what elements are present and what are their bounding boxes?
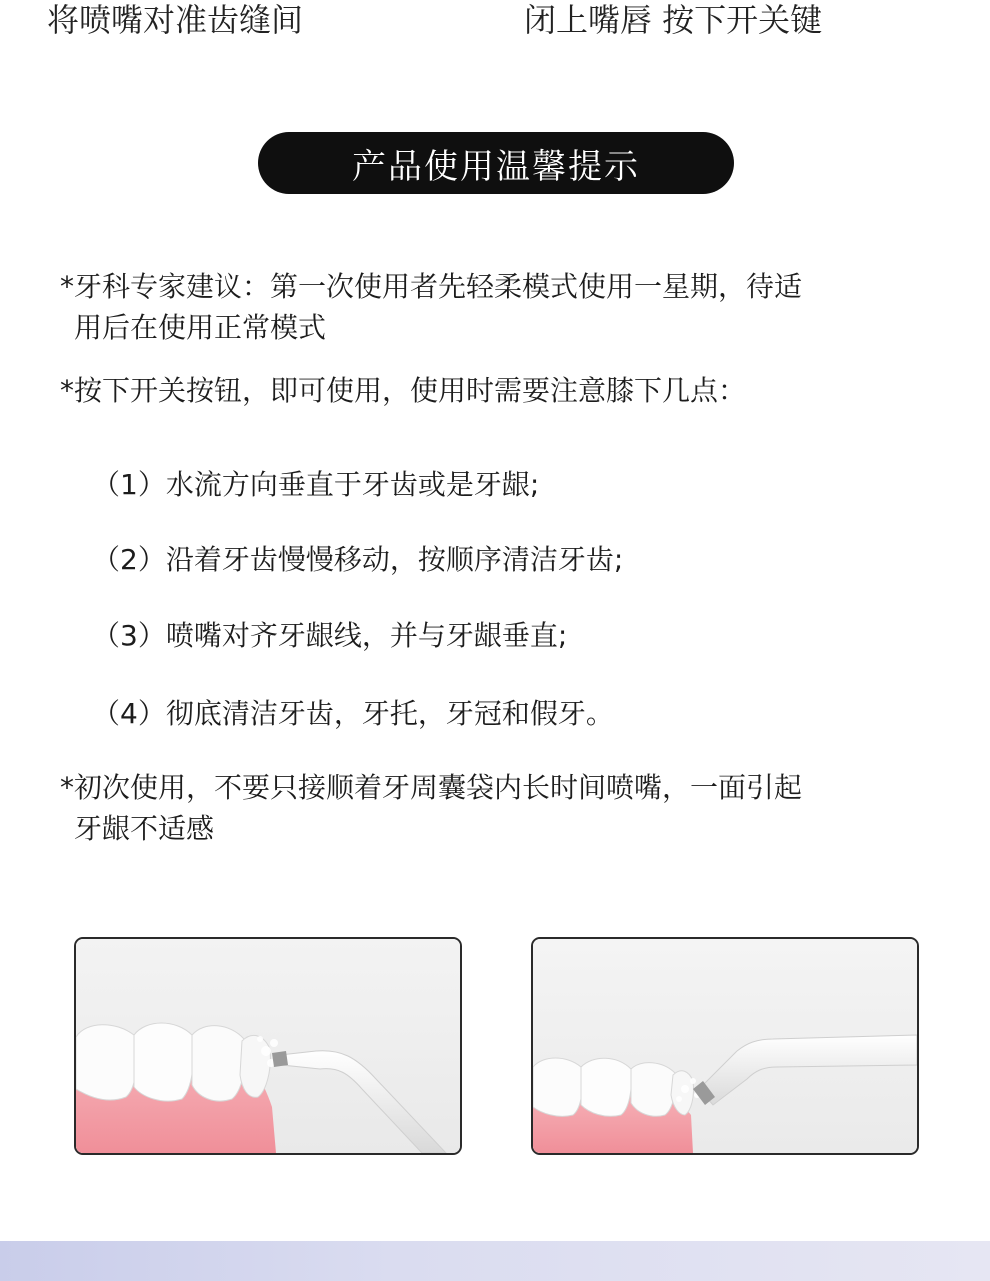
- illustration-frame-2: [531, 937, 919, 1155]
- step-item: （1）水流方向垂直于牙齿或是牙龈;: [92, 468, 540, 501]
- section-title: 产品使用温馨提示: [352, 146, 640, 187]
- tip-expert-advice: [60, 266, 940, 348]
- teeth-flossing-closeup-illustration-icon: [533, 939, 917, 1153]
- tip-first-use: [60, 767, 940, 849]
- step-item: （2）沿着牙齿慢慢移动，按顺序清洁牙齿;: [92, 543, 624, 576]
- tip-first-use-line1: *初次使用，不要只接顺着牙周囊袋内长时间喷嘴，一面引起: [60, 771, 803, 804]
- tip-expert-advice-line1: *牙科专家建议：第一次使用者先轻柔模式使用一星期，待适: [60, 270, 803, 303]
- step-item: （3）喷嘴对齐牙龈线，并与牙龈垂直;: [92, 619, 568, 652]
- caption-aim-nozzle: 将喷嘴对准齿缝间: [47, 1, 304, 39]
- caption-close-lips: 闭上嘴唇 按下开关键: [524, 1, 823, 39]
- bottom-color-band: [0, 1241, 990, 1281]
- tip-expert-advice-line2: 用后在使用正常模式: [74, 311, 327, 344]
- teeth-flossing-illustration-icon: [76, 939, 460, 1153]
- step-item: （4）彻底清洁牙齿，牙托，牙冠和假牙。: [92, 697, 614, 730]
- illustration-frame-1: [74, 937, 462, 1155]
- section-title-pill: [258, 132, 734, 194]
- tip-first-use-line2: 牙龈不适感: [74, 812, 215, 845]
- tip-press-switch: *按下开关按钮，即可使用，使用时需要注意膝下几点：: [60, 374, 747, 407]
